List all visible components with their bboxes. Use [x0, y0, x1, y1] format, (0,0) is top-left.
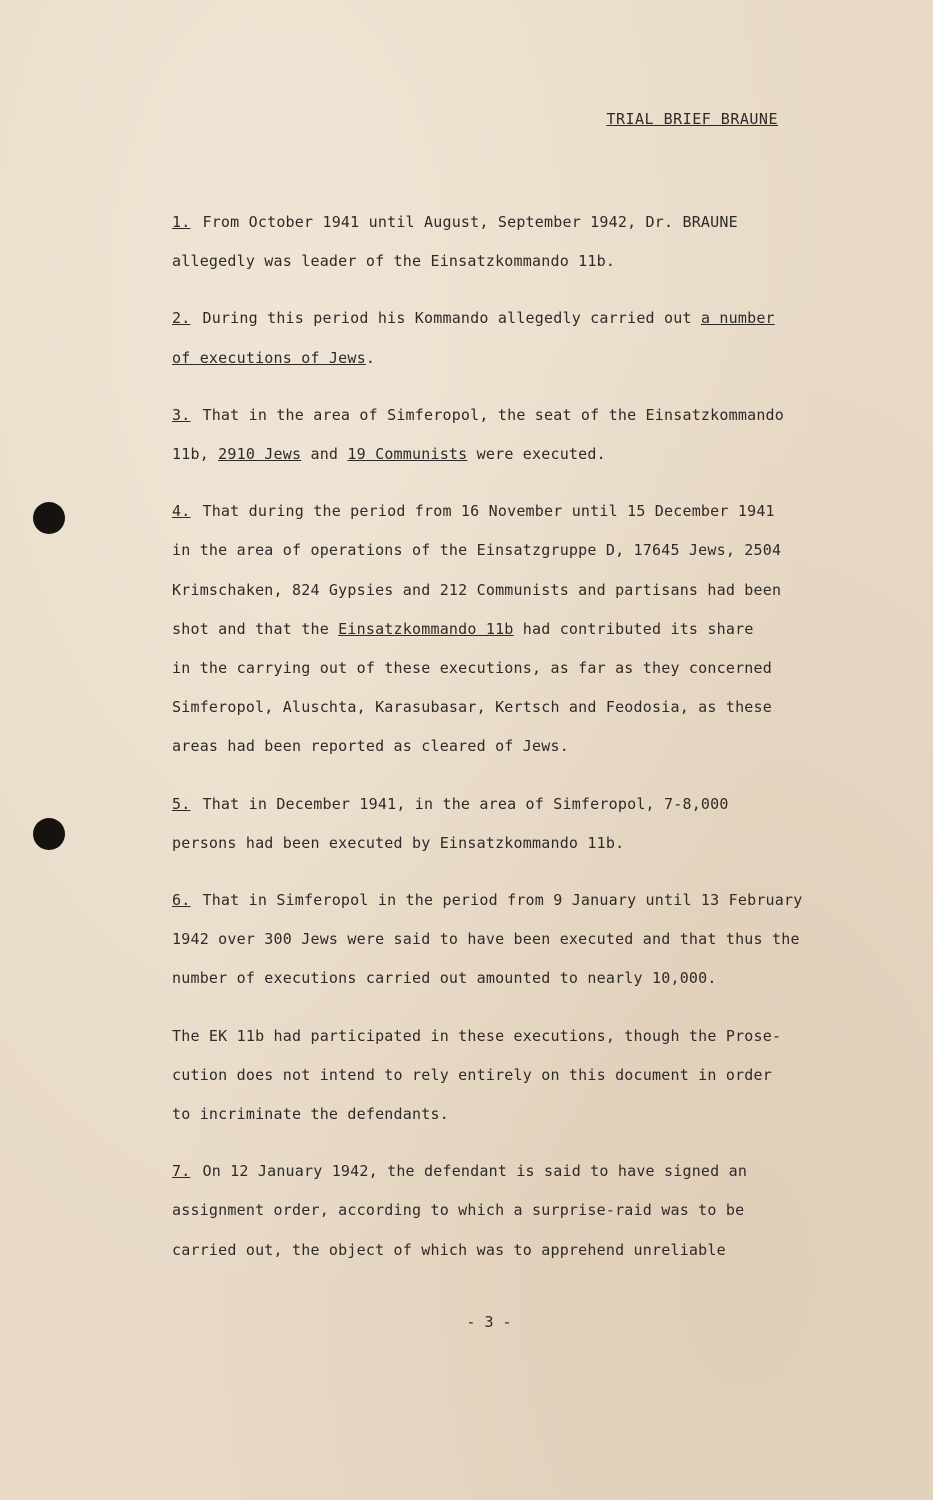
underlined-text: of executions of Jews: [172, 348, 366, 367]
underlined-text: Einsatzkommando 11b: [338, 619, 514, 638]
paragraph-line: carried out, the object of which was to apprehend unreliable: [172, 1240, 726, 1259]
paragraph-3: [172, 396, 852, 474]
paragraph-4: [172, 492, 852, 766]
paragraph-line: in the carrying out of these executions, as far as they concerned: [172, 659, 772, 678]
punch-hole: [33, 818, 65, 850]
paragraph-line: .: [365, 348, 376, 367]
paragraph-number: 2.: [172, 309, 191, 328]
punch-hole: [33, 502, 65, 534]
paragraph-2: [172, 299, 852, 377]
paragraph-line: Krimschaken, 824 Gypsies and 212 Communists and partisans had been: [172, 580, 782, 599]
paragraph-line: That in the area of Simferopol, the seat of the Einsatzkommando: [202, 405, 785, 424]
paragraph-line: areas had been reported as cleared of Jews.: [172, 737, 569, 756]
paragraph-line: allegedly was leader of the Einsatzkommando 11b.: [172, 252, 616, 271]
paragraph-line: During this period his Kommando allegedly carried out: [202, 309, 701, 328]
paragraph-line: assignment order, according to which a surprise-raid was to be: [172, 1201, 745, 1220]
paragraph-7: [172, 1152, 852, 1270]
paragraph-line: number of executions carried out amounted to nearly 10,000.: [172, 969, 717, 988]
paragraph-line: From October 1941 until August, September 1942, Dr. BRAUNE: [202, 213, 738, 231]
paragraph-line: That during the period from 16 November until 15 December 1941: [202, 502, 775, 521]
underlined-text: a number: [700, 309, 775, 328]
paragraph-line: had contributed its share: [513, 619, 754, 638]
paragraph-line: On 12 January 1942, the defendant is said to have signed an: [202, 1162, 748, 1181]
paragraph-line: The EK 11b had participated in these executions, though the Prose-: [172, 1026, 782, 1045]
paragraph-1: [172, 203, 852, 281]
page-number: - 3 -: [466, 1313, 512, 1331]
paragraph-line: were executed.: [467, 445, 606, 464]
paragraph-number: 5.: [172, 794, 191, 813]
paragraph-line: 1942 over 300 Jews were said to have been executed and that thus the: [172, 930, 800, 949]
paragraph-line: That in December 1941, in the area of Simferopol, 7-8,000: [202, 794, 729, 813]
paragraph-number: 3.: [172, 405, 191, 424]
paragraph-line: to incriminate the defendants.: [172, 1105, 449, 1124]
paragraph-line: That in Simferopol in the period from 9 January until 13 February: [202, 891, 803, 910]
paragraph-6: [172, 881, 852, 999]
underlined-text: 19 Communists: [347, 445, 468, 464]
paragraph-6-continuation: [172, 1017, 852, 1135]
underlined-text: 2910 Jews: [218, 445, 302, 464]
paragraph-5: [172, 785, 852, 863]
paragraph-line: 11b,: [172, 445, 219, 464]
paragraph-number: 7.: [172, 1162, 191, 1181]
paragraph-line: and: [301, 445, 348, 464]
paragraph-line: shot and that the: [172, 619, 339, 638]
paragraph-number: 1.: [172, 213, 191, 231]
paragraph-number: 4.: [172, 502, 191, 521]
paragraph-line: Simferopol, Aluschta, Karasubasar, Kertsch and Feodosia, as these: [172, 698, 772, 717]
paragraph-number: 6.: [172, 891, 191, 910]
document-title: TRIAL BRIEF BRAUNE: [606, 110, 778, 128]
paragraph-line: persons had been executed by Einsatzkommando 11b.: [172, 833, 625, 852]
paragraph-line: in the area of operations of the Einsatzgruppe D, 17645 Jews, 2504: [172, 541, 782, 560]
paragraph-line: cution does not intend to rely entirely on this document in order: [172, 1065, 772, 1084]
document-body: [172, 203, 852, 1288]
